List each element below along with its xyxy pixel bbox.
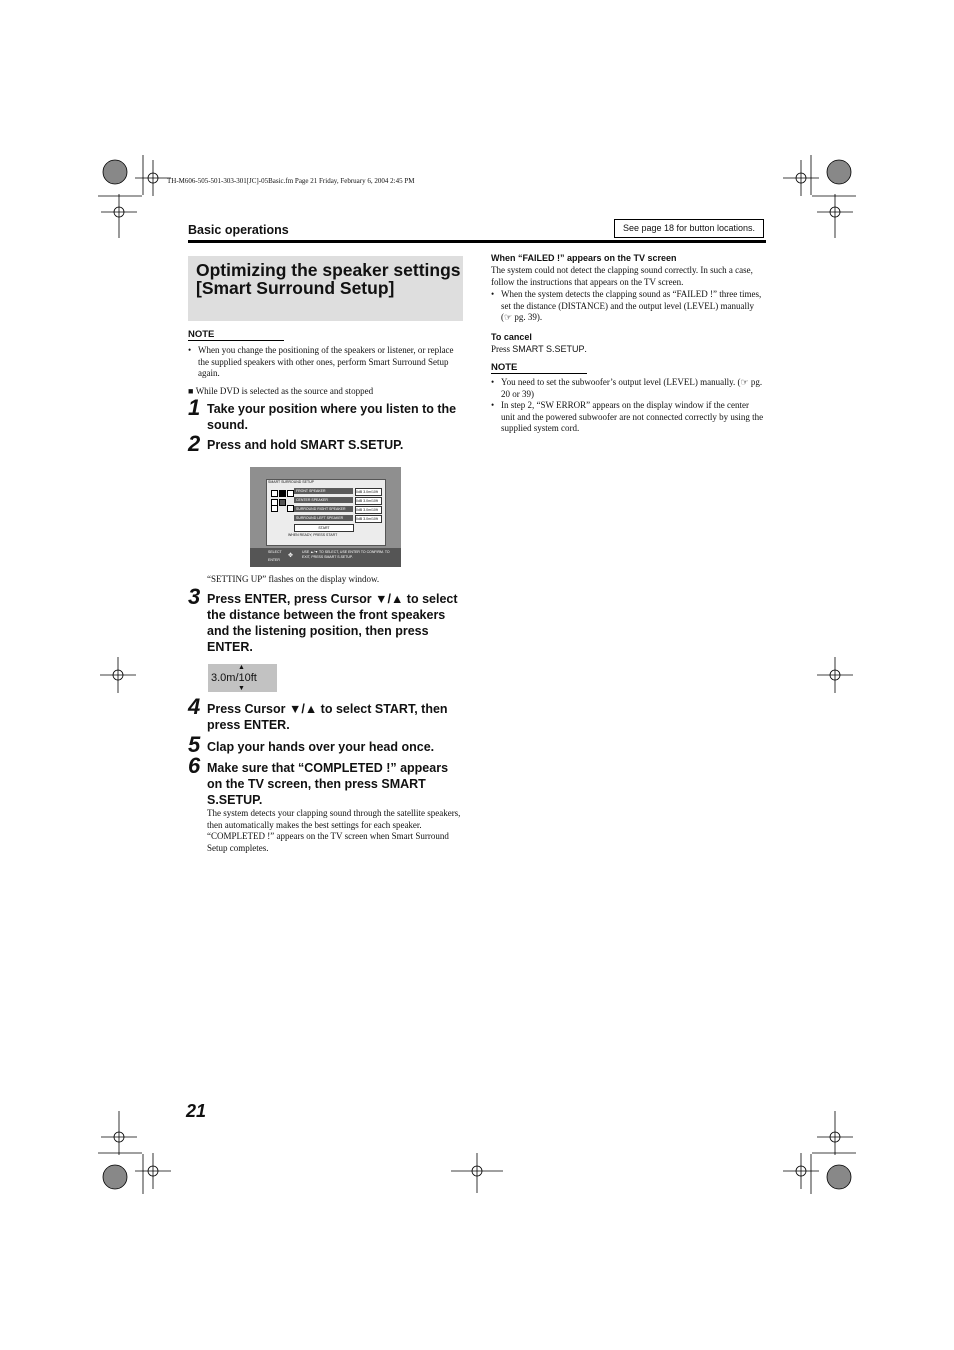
note1 — [188, 329, 284, 341]
file-info: TH-M606-505-501-303-301[JC]-05Basic.fm Page 21 Friday, February 6, 2004 2:45 PM — [167, 177, 415, 185]
section-title: Basic operations — [188, 223, 289, 237]
step-number: 1 — [188, 395, 201, 420]
step-number: 2 — [188, 431, 201, 456]
step-text: Clap your hands over your head once. — [207, 740, 435, 754]
failed-list — [491, 289, 765, 324]
screen-row-label: SURROUND RIGHT SPEAKER — [294, 506, 353, 512]
speaker-square — [271, 505, 278, 512]
title-box — [188, 256, 463, 321]
screen-ready: WHEN READY, PRESS START — [288, 533, 338, 537]
cancel-body: Press SMART S.SETUP. — [491, 344, 587, 354]
failed-heading: When “FAILED !” appears on the TV screen — [491, 253, 677, 263]
step-number: 4 — [188, 694, 201, 719]
note2-list — [491, 377, 765, 435]
header-rule — [188, 240, 766, 243]
note2-item: • You need to set the subwoofer’s output level (LEVEL) manually. (☞ pg. 20 or 39) — [491, 377, 765, 400]
screen-row-label: SURROUND LEFT SPEAKER — [294, 515, 353, 521]
cancel-heading: To cancel — [491, 332, 532, 342]
screen-row-value: 0dB 3.0m/10ft — [355, 488, 382, 496]
screen-enter: ENTER — [268, 558, 280, 562]
note1-item: • When you change the positioning of the speakers or listener, or replace the supplied speakers with other ones, perform Smart Surround Setup again. — [188, 345, 458, 380]
condition — [188, 386, 458, 398]
note2 — [491, 362, 587, 374]
up-arrow-icon: ▲ — [238, 663, 245, 671]
screen-start: START — [294, 524, 354, 532]
distance-value: 3.0m/10ft — [211, 672, 257, 684]
speaker-square — [279, 490, 286, 497]
speaker-square — [287, 505, 294, 512]
step-text: Press ENTER, press Cursor ▼/▲ to select the distance between the front speakers and the listening position, then press ENTER. — [207, 592, 458, 654]
step-text: Take your position where you listen to the sound. — [207, 402, 457, 432]
smart-setup-button-name: SMART S.SETUP — [512, 344, 585, 354]
screen-row-value: 0dB 3.0m/10ft — [355, 497, 382, 505]
screen-help: USE ▲/▼ TO SELECT, USE ENTER TO CONFIRM. TO EXIT, PRESS SMART S.SETUP. — [302, 550, 390, 559]
screen-bottom-bar — [250, 548, 401, 567]
screen-select: SELECT — [268, 550, 282, 554]
note2-item: • In step 2, “SW ERROR” appears on the display window if the center unit and the powered subwoofer are not connected correctly by using the supplied system cord. — [491, 400, 765, 435]
step-number: 6 — [188, 753, 201, 778]
step-number: 3 — [188, 584, 201, 609]
note2-rule — [491, 373, 587, 374]
note1-heading: NOTE — [188, 329, 215, 340]
speaker-square — [287, 490, 294, 497]
setup-screen-image — [250, 467, 401, 567]
screen-row-label: FRONT SPEAKER — [294, 488, 353, 494]
page-title: Optimizing the speaker settings [Smart Surround Setup] — [196, 260, 461, 298]
page-number: 21 — [186, 1101, 207, 1121]
screen-row-label: CENTER SPEAKER — [294, 497, 353, 503]
condition-text: While DVD is selected as the source and stopped — [195, 386, 374, 396]
square-icon: ■ — [188, 386, 194, 396]
down-arrow-icon: ▼ — [238, 684, 245, 692]
step6-body: The system detects your clapping sound through the satellite speakers, then automatically makes the best settings for each speaker. “COMPLETED !” appears on the TV screen when Smart Surround Setup completes. — [207, 808, 461, 853]
screen-title: SMART SURROUND SETUP — [268, 480, 314, 484]
step-text: Make sure that “COMPLETED !” appears on the TV screen, then press SMART S.SETUP. — [207, 761, 449, 807]
failed-bullet: • When the system detects the clapping sound as “FAILED !” three times, set the distance (DISTANCE) and the output level (LEVEL) manually (☞ pg. 39). — [491, 289, 765, 324]
step2-caption: “SETTING UP” flashes on the display window. — [207, 574, 380, 584]
speaker-square — [279, 499, 286, 506]
failed-body: The system could not detect the clapping sound correctly. In such a case, follow the instructions that appears on the TV screen. — [491, 265, 753, 287]
distance-display — [208, 664, 277, 692]
speaker-square — [271, 490, 278, 497]
step-number: 5 — [188, 732, 201, 757]
screen-row-value: 0dB 3.0m/10ft — [355, 506, 382, 514]
note1-list — [188, 345, 458, 380]
step-text: Press and hold SMART S.SETUP. — [207, 438, 404, 452]
step-text: Press Cursor ▼/▲ to select START, then press ENTER. — [207, 702, 448, 732]
screen-row-value: 0dB 3.0m/10ft — [355, 515, 382, 523]
note2-heading: NOTE — [491, 362, 518, 373]
cursor-icon: ✥ — [288, 553, 294, 559]
see-page-box: See page 18 for button locations. — [614, 219, 764, 238]
note1-rule — [188, 340, 284, 341]
